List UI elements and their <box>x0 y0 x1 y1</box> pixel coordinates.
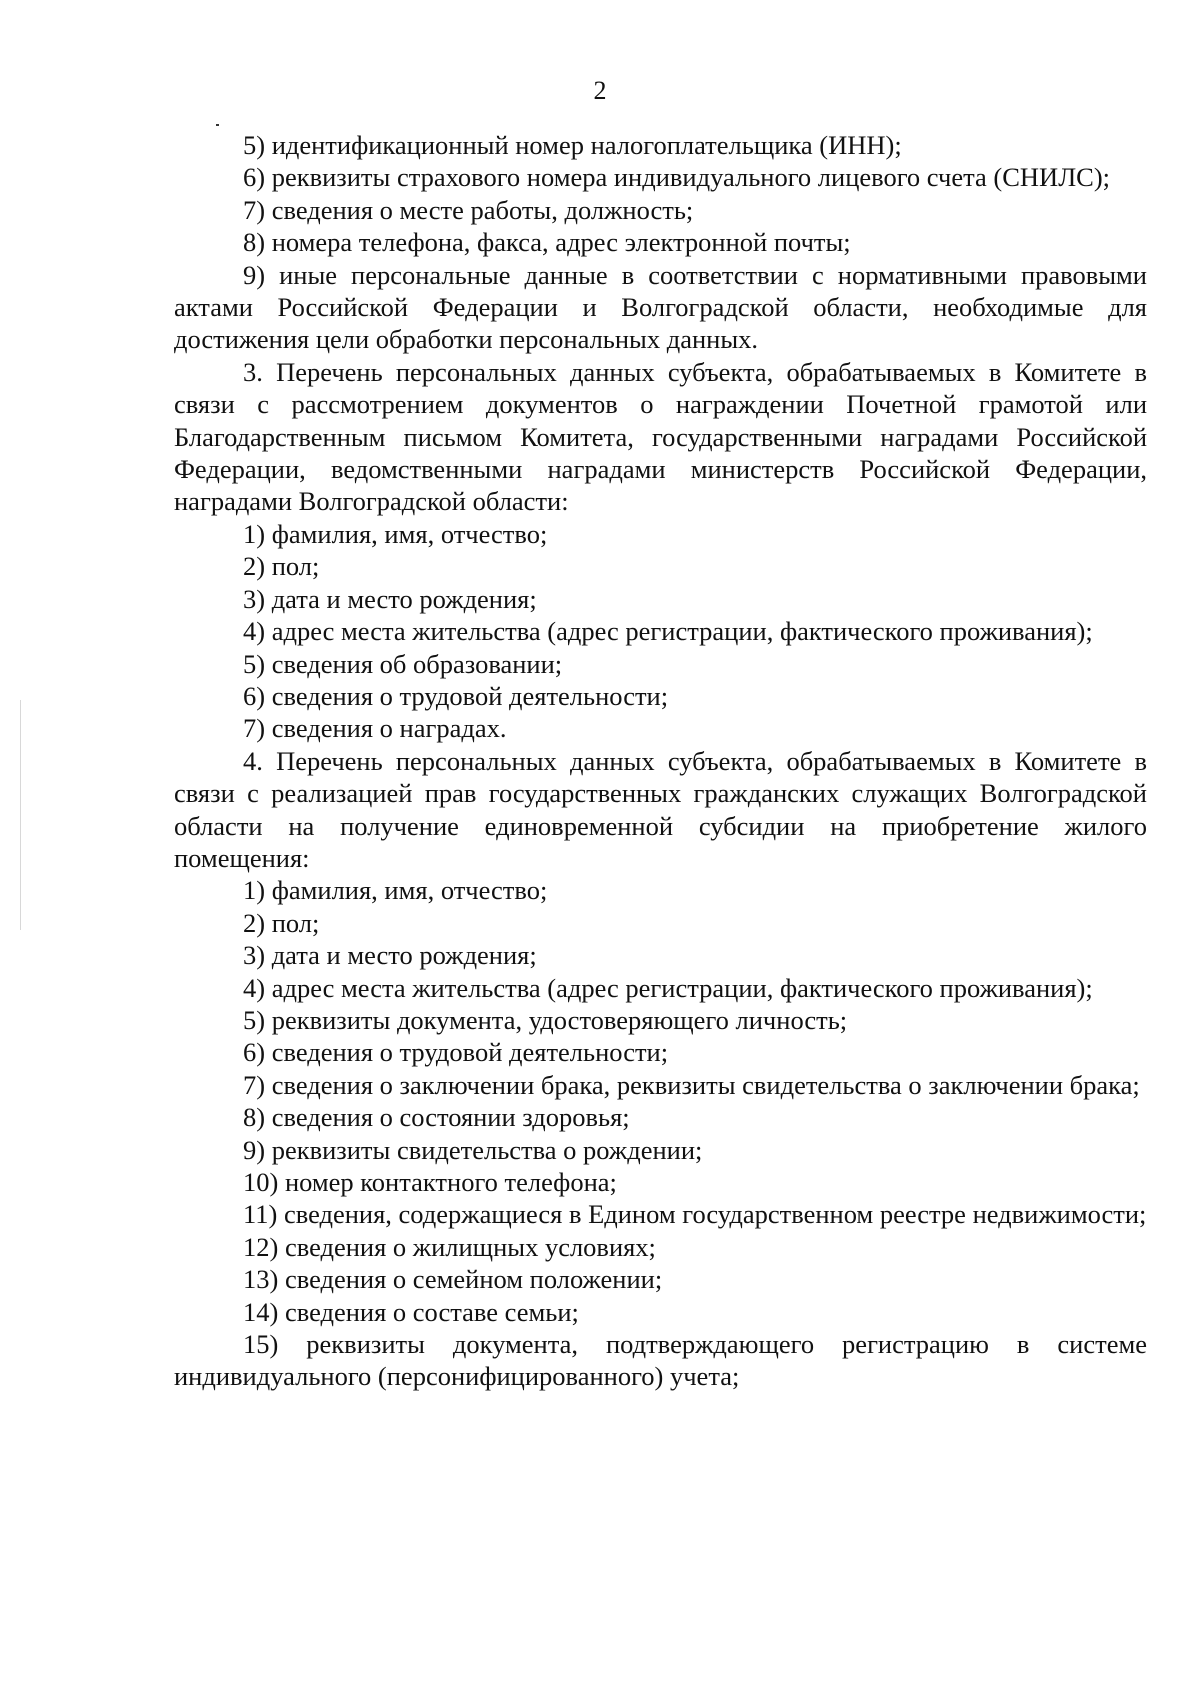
section-3-item-4: 4) адрес места жительства (адрес регистрации, фактического проживания); <box>243 616 1093 647</box>
section-4-item-1: 1) фамилия, имя, отчество; <box>243 875 548 906</box>
document-body <box>174 129 1147 1393</box>
section-4-item-13: 13) сведения о семейном положении; <box>243 1264 663 1295</box>
section-4-item-2: 2) пол; <box>243 907 320 938</box>
section-3-item-3: 3) дата и место рождения; <box>243 583 537 614</box>
section-3-item-5: 5) сведения об образовании; <box>243 648 563 679</box>
scan-artifact-line <box>20 700 21 930</box>
list-item-9-other-data: 9) иные персональные данные в соответствии с нормативными правовыми актами Российской Федерации и Волгоградской области, необходимые для достижения цели обработки персональных данных. <box>174 259 1147 355</box>
section-4-item-7: 7) сведения о заключении брака, реквизиты свидетельства о заключении брака; <box>243 1069 1140 1100</box>
section-4-item-8: 8) сведения о состоянии здоровья; <box>243 1102 630 1133</box>
section-4-item-10: 10) номер контактного телефона; <box>243 1167 617 1197</box>
section-3-item-7: 7) сведения о наградах. <box>243 713 507 744</box>
section-4-item-14: 14) сведения о составе семьи; <box>243 1296 579 1327</box>
section-4-item-6: 6) сведения о трудовой деятельности; <box>243 1037 669 1068</box>
section-4-item-4: 4) адрес места жительства (адрес регистрации, фактического проживания); <box>243 972 1093 1003</box>
section-4-item-11: 11) сведения, содержащиеся в Едином государственном реестре недвижимости; <box>243 1199 1147 1230</box>
section-3-item-6: 6) сведения о трудовой деятельности; <box>243 680 669 711</box>
list-item-7-workplace: 7) сведения о месте работы, должность; <box>243 194 694 225</box>
section-4-item-15: 15) реквизиты документа, подтверждающего регистрацию в системе индивидуального (персонифицированного) учета; <box>174 1329 1147 1392</box>
section-4-item-9: 9) реквизиты свидетельства о рождении; <box>243 1134 703 1165</box>
section-4-item-5: 5) реквизиты документа, удостоверяющего личность; <box>243 1004 848 1035</box>
list-item-6-snils: 6) реквизиты страхового номера индивидуального лицевого счета (СНИЛС); <box>243 162 1111 193</box>
section-3-item-1: 1) фамилия, имя, отчество; <box>243 518 548 549</box>
scan-artifact-mark <box>216 124 219 126</box>
page-number: 2 <box>593 76 607 105</box>
section-4-item-12: 12) сведения о жилищных условиях; <box>243 1231 656 1262</box>
section-3-item-2: 2) пол; <box>243 551 320 582</box>
list-item-5-inn: 5) идентификационный номер налогоплательщика (ИНН); <box>243 130 902 160</box>
section-3-heading: 3. Перечень персональных данных субъекта, обрабатываемых в Комитете в связи с рассмотрением документов о награждении Почетной грамотой или Благодарственным письмом Комитета, государственными наградами Российской Федерации, ведомственными наградами министерств Российской Федерации, наградами Волгоградской области: <box>174 356 1147 517</box>
section-4-item-3: 3) дата и место рождения; <box>243 940 537 971</box>
section-4-heading: 4. Перечень персональных данных субъекта, обрабатываемых в Комитете в связи с реализацией прав государственных гражданских служащих Волгоградской области на получение единовременной субсидии на приобретение жилого помещения: <box>174 745 1147 873</box>
list-item-8-contacts: 8) номера телефона, факса, адрес электронной почты; <box>243 227 851 258</box>
